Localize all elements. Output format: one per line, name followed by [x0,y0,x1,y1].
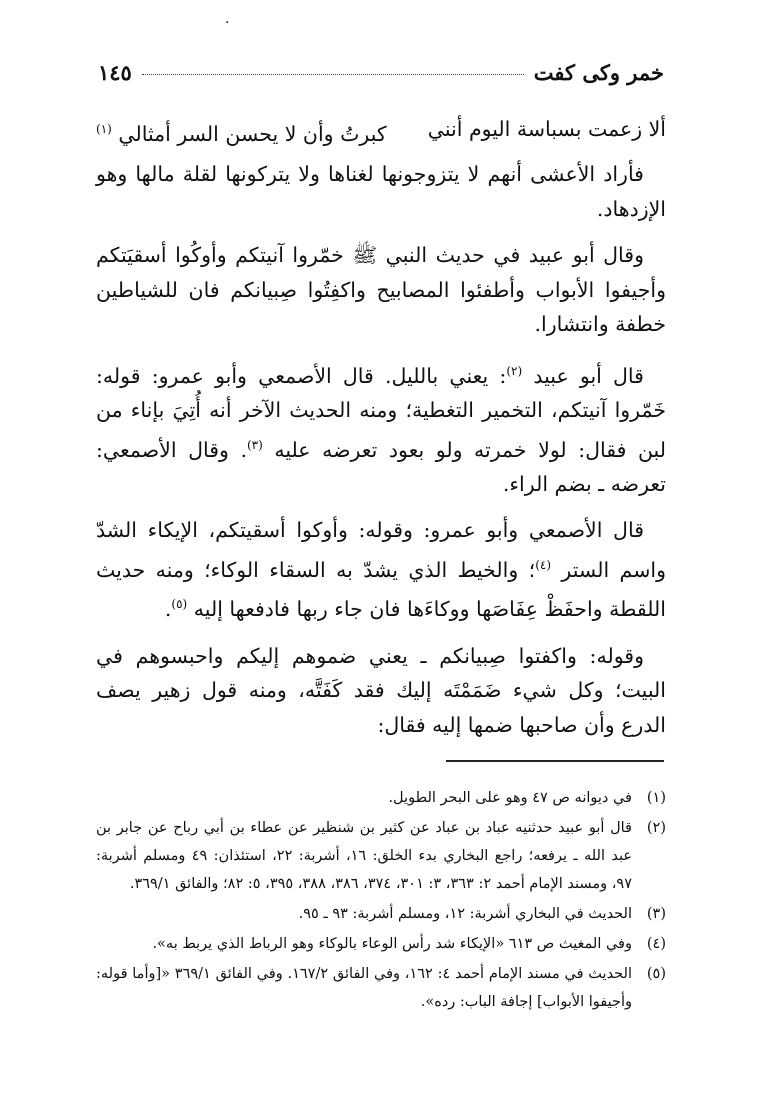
footnote-text: قال أبو عبيد حدثنيه عباد بن عباد عن كثير بن شنظير عن عطاء بن أبي رباح عن جابر بن عبد الله ـ يرفعه؛ راجع البخاري بدء الخلق: ١٦، أشربة: ٢٢، استئذان: ٤٩ ومسلم أشربة: ٩٧، ومسند الإمام أحمد ٢: ٣٦٣، ٣: ٣٠١، ٣٧٤، ٣٨٦، ٣٨٨، ٣٩٥، ٥: ٨٢؛ والفائق ٣٦٩/١. [96,820,632,892]
footnote-ref-2: (٢) [506,363,523,378]
paragraph-4: قال الأصمعي وأبو عمرو: وقوله: وأوكوا أسقيتكم، الإيكاء الشدّ واسم الستر $^{(٤)}$؛ والخيط الذي يشدّ به السقاء الوكاء؛ ومنه حديث اللقطة واحفَظْ عِفَاصَها ووكاءَها فان جاء ربها فادفعها إليه $^{(٥)}$. [96,518,666,622]
footnote-ref-3: (٣) [246,437,263,452]
verse-second-hemistich: كبرتُ وأن لا يحسن السر أمثالي $^{(١)}$ [96,121,387,146]
footnote-number: (٢) [646,820,666,836]
header-dotted-rule [142,74,524,75]
footnote-text: في ديوانه ص ٤٧ وهو على البحر الطويل. [388,790,632,806]
footnote-number: (٣) [646,906,666,922]
footnote-number: (١) [646,790,666,806]
running-title: خمر وكى كفت [533,59,664,85]
footnote-ref-4: (٤) [535,557,552,572]
paragraph-1: فأراد الأعشى أنهم لا يتزوجونها لغناها ولا يتركونها لقلة مالها وهو الإزدهاد. [96,162,666,221]
verse-first-hemistich: ألا زعمت بسباسة اليوم أنني [427,117,666,141]
footnote-ref-1: (١) [96,122,112,136]
poetry-verse [96,112,666,151]
footnote-number: (٥) [646,966,666,982]
footnote [96,814,666,898]
footnote [96,930,666,958]
paragraph-3: قال أبو عبيد $^{(٢)}$: يعني بالليل. قال الأصمعي وأبو عمرو: قوله: خَمّروا آنيتكم، التخمير التغطية؛ ومنه الحديث الآخر أنه أُتِيَ بإناء من لبن فقال: لولا خمرته ولو بعود تعرضه عليه $^{(٣)}$. وقال الأصمعي: تعرضه ـ بضم الراء. [96,363,666,496]
page-header [98,58,664,86]
stray-mark: · [225,15,230,31]
footnote [96,900,666,928]
paragraph-5: وقوله: واكفتوا صِبيانكم ـ يعني ضموهم إليكم واحبسوهم في البيت؛ وكل شيء ضَمَمْتَه إليك فقد كَفَتَّه، ومنه قول زهير يصف الدرع وأن صاحبها ضمها إليه فقال: [96,643,666,737]
footnote-ref-5: (٥) [171,597,188,612]
footnote [96,784,666,812]
main-text [96,112,666,754]
footnote-number: (٤) [646,936,666,952]
footnote-separator [446,760,664,762]
footnote-text: وفي المغيث ص ٦١٣ «الإيكاء شد رأس الوعاء بالوكاء وهو الرباط الذي يربط به». [152,936,632,952]
footnote-text: الحديث في مسند الإمام أحمد ٤: ١٦٢، وفي الفائق ١٦٧/٢. وفي الفائق ٣٦٩/١ «[وأما قوله: وأجيفوا الأبواب] إجافة الباب: رده». [96,966,632,1010]
paragraph-2: وقال أبو عبيد في حديث النبي ﷺ خمّروا آنيتكم وأوكُوا أسقيَتكم وأجيفوا الأبواب وأطفئوا المصابيح واكفِتُوا صِبيانكم فان للشياطين خطفة وانتشارا. [96,243,666,337]
page-number: ١٤٥ [98,59,132,85]
footnote-text: الحديث في البخاري أشربة: ١٢، ومسلم أشربة: ٩٣ ـ ٩٥. [298,906,632,922]
footnote [96,960,666,1016]
footnotes [96,784,666,1018]
